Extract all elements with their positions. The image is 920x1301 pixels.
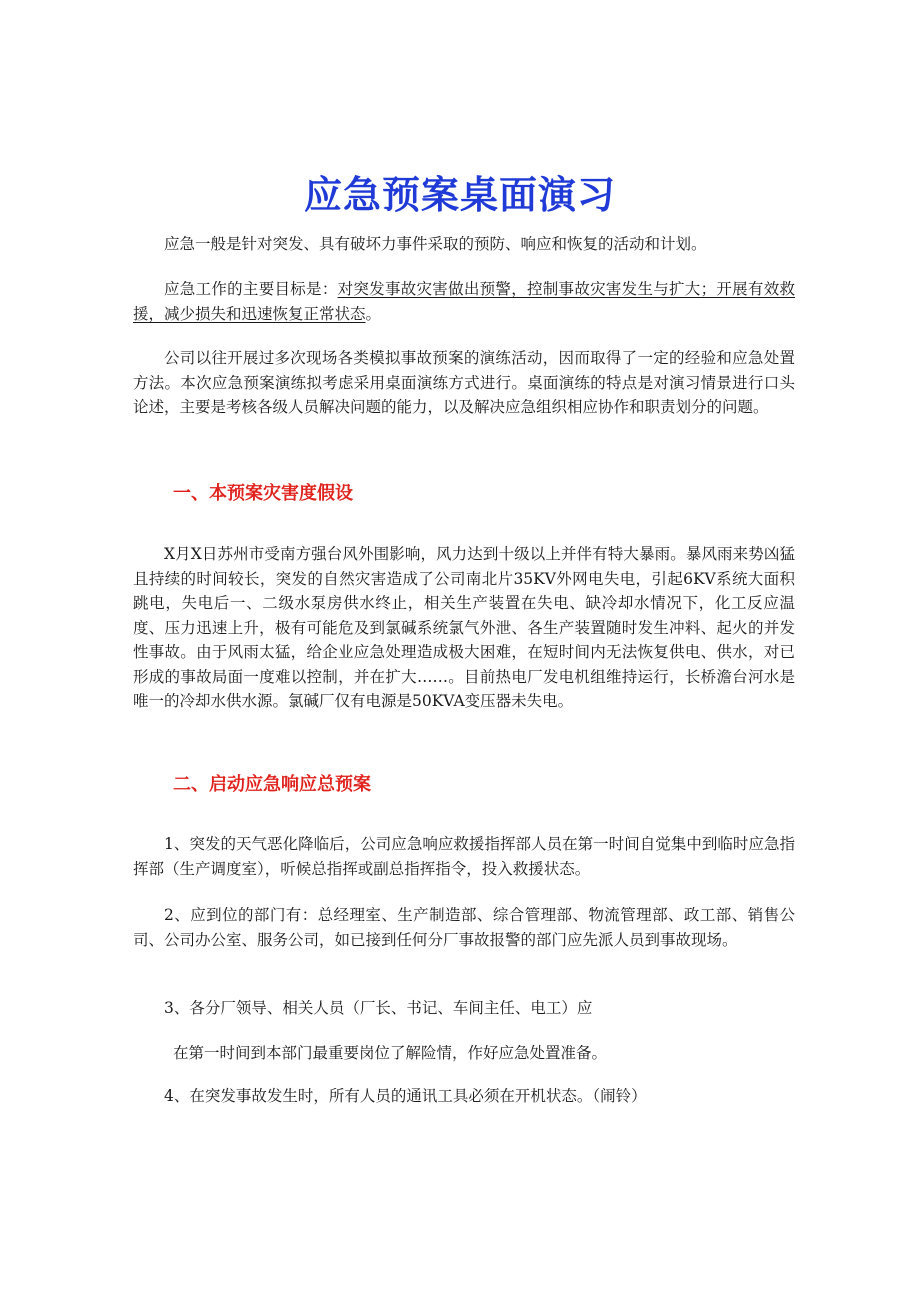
intro-paragraph-3: 公司以往开展过多次现场各类模拟事故预案的演练活动，因而取得了一定的经验和应急处置方法。本次应急预案演练拟考虑采用桌面演练方式进行。桌面演练的特点是对演习情景进行口头论述，主要是考核各级人员解决问题的能力，以及解决应急组织相应协作和职责划分的问题。 — [133, 349, 795, 416]
section-1-heading: 一、本预案灾害度假设 — [173, 483, 353, 504]
section-2-item-4: 4、在突发事故发生时，所有人员的通讯工具必须在开机状态。（闹铃） — [164, 1087, 647, 1105]
section-1-paragraph: X月X日苏州市受南方强台风外围影响，风力达到十级以上并伴有特大暴雨。暴风雨来势凶猛且持续的时间较长，突发的自然灾害造成了公司南北片35KV外网电失电，引起6KV系统大面积跳电，失电后一、二级水泵房供水终止，相关生产装置在失电、缺冷却水情况下，化工反应温度、压力迅速上升，极有可能危及到氯碱系统氯气外泄、各生产装置随时发生冲料、起火的并发性事故。由于风雨太猛，给企业应急处理造成极大困难，在短时间内无法恢复供电、供水，对已形成的事故局面一度难以控制，并在扩大……。目前热电厂发电机组维持运行，长桥澹台河水是唯一的冷却水供水源。氯碱厂仅有电源是50KVA变压器未失电。 — [133, 545, 795, 710]
document-title: 应急预案桌面演习 — [303, 173, 616, 218]
section-2-heading: 二、启动应急响应总预案 — [173, 774, 371, 795]
goal-text-underlined: 对突发事故灾害做出预警，控制事故灾害发生与扩大；开展有效救援，减少损失和迅速恢复正常状态 — [133, 280, 795, 323]
section-2-item-1: 1、突发的天气恶化降临后，公司应急响应救援指挥部人员在第一时间自觉集中到临时应急指挥部（生产调度室），听候总指挥或副总指挥指令，投入救援状态。 — [133, 835, 795, 878]
intro-paragraph-1: 应急一般是针对突发、具有破坏力事件采取的预防、响应和恢复的活动和计划。 — [164, 235, 707, 253]
goal-label: 应急工作的主要目标是： — [164, 280, 338, 298]
intro-paragraph-2 — [133, 277, 795, 326]
section-2-item-3-continued: 在第一时间到本部门最重要岗位了解险情，作好应急处置准备。 — [173, 1044, 608, 1062]
section-2-item-3: 3、各分厂领导、相关人员（厂长、书记、车间主任、电工）应 — [164, 999, 593, 1017]
section-2-item-2: 2、应到位的部门有：总经理室、生产制造部、综合管理部、物流管理部、政工部、销售公司、公司办公室、服务公司，如已接到任何分厂事故报警的部门应先派人员到事故现场。 — [133, 906, 795, 949]
goal-suffix: 。 — [365, 304, 382, 323]
